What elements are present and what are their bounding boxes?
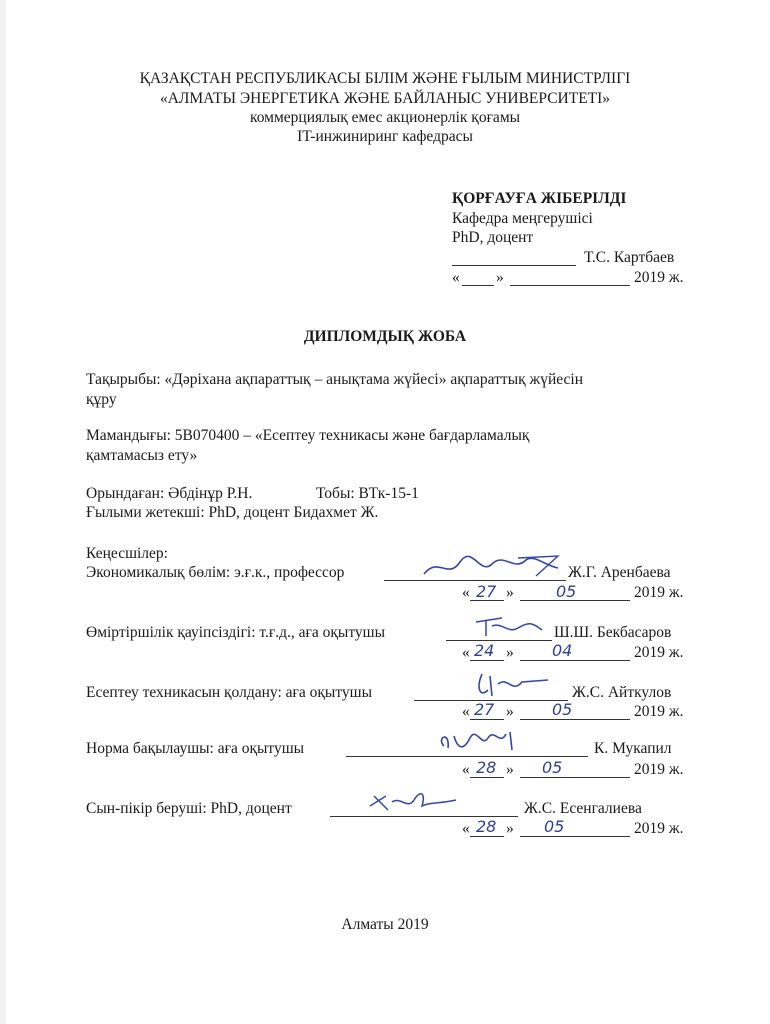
approval-name: Т.С. Картбаев [584, 249, 675, 266]
consultants-label: Кеңесшілер: [86, 545, 168, 562]
date-day: 28 [476, 758, 497, 777]
approval-day-line [462, 285, 494, 286]
date-month: 05 [544, 817, 565, 836]
signature-image [364, 788, 464, 818]
approval-date-open: « [452, 269, 460, 286]
consultant-name: Ш.Ш. Бекбасаров [554, 624, 672, 641]
topic-line-1: Тақырыбы: «Дәріхана ақпараттық – анықтама жүйесі» ақпараттық жүйесін [86, 371, 584, 388]
consultant-role: Есептеу техникасын қолдану: аға оқытушы [86, 684, 372, 701]
approval-date-close: » [496, 269, 504, 286]
group: Тобы: ВТк-15-1 [316, 485, 419, 502]
signature-image [418, 550, 568, 584]
approval-title: ҚОРҒАУҒА ЖІБЕРІЛДІ [452, 190, 627, 207]
day-line [470, 660, 504, 661]
date-year: 2019 ж. [634, 644, 684, 661]
specialty-line-2: қамтамасыз ету» [86, 447, 198, 464]
date-year: 2019 ж. [634, 820, 684, 837]
consultant-role: Экономикалық бөлім: э.ғ.к., профессор [86, 564, 345, 581]
performer: Орындаған: Әбдінұр Р.Н. [86, 485, 253, 502]
document-title: ДИПЛОМДЫҚ ЖОБА [303, 328, 467, 345]
date-open: « [462, 703, 470, 720]
university-title: «АЛМАТЫ ЭНЕРГЕТИКА ЖӘНЕ БАЙЛАНЫС УНИВЕРСИТЕТІ» [159, 90, 611, 107]
consultant-name: Ж.С. Айткулов [572, 684, 672, 701]
department: IT-инжиниринг кафедрасы [297, 128, 473, 145]
approval-month-line [510, 285, 630, 286]
date-close: » [506, 820, 514, 837]
consultant-role: Өміртіршілік қауіпсіздігі: т.ғ.д., аға оқытушы [86, 624, 385, 641]
date-year: 2019 ж. [634, 761, 684, 778]
date-day: 28 [476, 817, 497, 836]
scan-edge [0, 0, 6, 1024]
city-year: Алматы 2019 [341, 916, 429, 933]
approval-degree: PhD, доцент [452, 229, 534, 246]
date-close: » [506, 703, 514, 720]
date-close: » [506, 761, 514, 778]
month-line [520, 777, 630, 778]
month-line [520, 600, 630, 601]
date-month: 05 [552, 700, 573, 719]
date-open: « [462, 584, 470, 601]
signature-image [468, 612, 548, 642]
month-line [520, 660, 630, 661]
month-line [520, 836, 630, 837]
date-month: 05 [556, 582, 577, 601]
ministry-title: ҚАЗАҚСТАН РЕСПУБЛИКАСЫ БІЛІМ ЖӘНЕ ҒЫЛЫМ МИНИСТРЛІГІ [139, 70, 631, 87]
signature-image [430, 726, 520, 758]
consultant-name: Ж.С. Есенгалиева [524, 800, 642, 817]
approval-signature-line [452, 265, 576, 266]
date-month: 05 [542, 758, 563, 777]
day-line [470, 836, 504, 837]
date-day: 24 [474, 641, 495, 660]
date-close: » [506, 584, 514, 601]
approval-year: 2019 ж. [634, 269, 684, 286]
date-year: 2019 ж. [634, 703, 684, 720]
date-open: « [462, 761, 470, 778]
date-open: « [462, 820, 470, 837]
consultant-name: Ж.Г. Аренбаева [568, 564, 671, 581]
approval-role: Кафедра меңгерушісі [452, 210, 593, 227]
topic-line-2: құру [86, 391, 117, 408]
supervisor: Ғылыми жетекші: PhD, доцент Бидахмет Ж. [86, 504, 379, 521]
consultant-role: Сын-пікір беруші: PhD, доцент [86, 800, 292, 817]
day-line [470, 600, 504, 601]
consultant-name: К. Мукапил [594, 740, 672, 757]
date-year: 2019 ж. [634, 584, 684, 601]
signature-image [468, 668, 558, 702]
date-open: « [462, 644, 470, 661]
date-day: 27 [474, 700, 495, 719]
date-month: 04 [552, 641, 573, 660]
day-line [470, 719, 504, 720]
specialty-line-1: Мамандығы: 5В070400 – «Есептеу техникасы және бағдарламалық [86, 427, 530, 444]
date-day: 27 [476, 582, 497, 601]
org-type: коммерциялық емес акционерлік қоғамы [249, 109, 521, 126]
consultant-role: Норма бақылаушы: аға оқытушы [86, 740, 305, 757]
date-close: » [506, 644, 514, 661]
day-line [470, 777, 504, 778]
month-line [520, 719, 630, 720]
